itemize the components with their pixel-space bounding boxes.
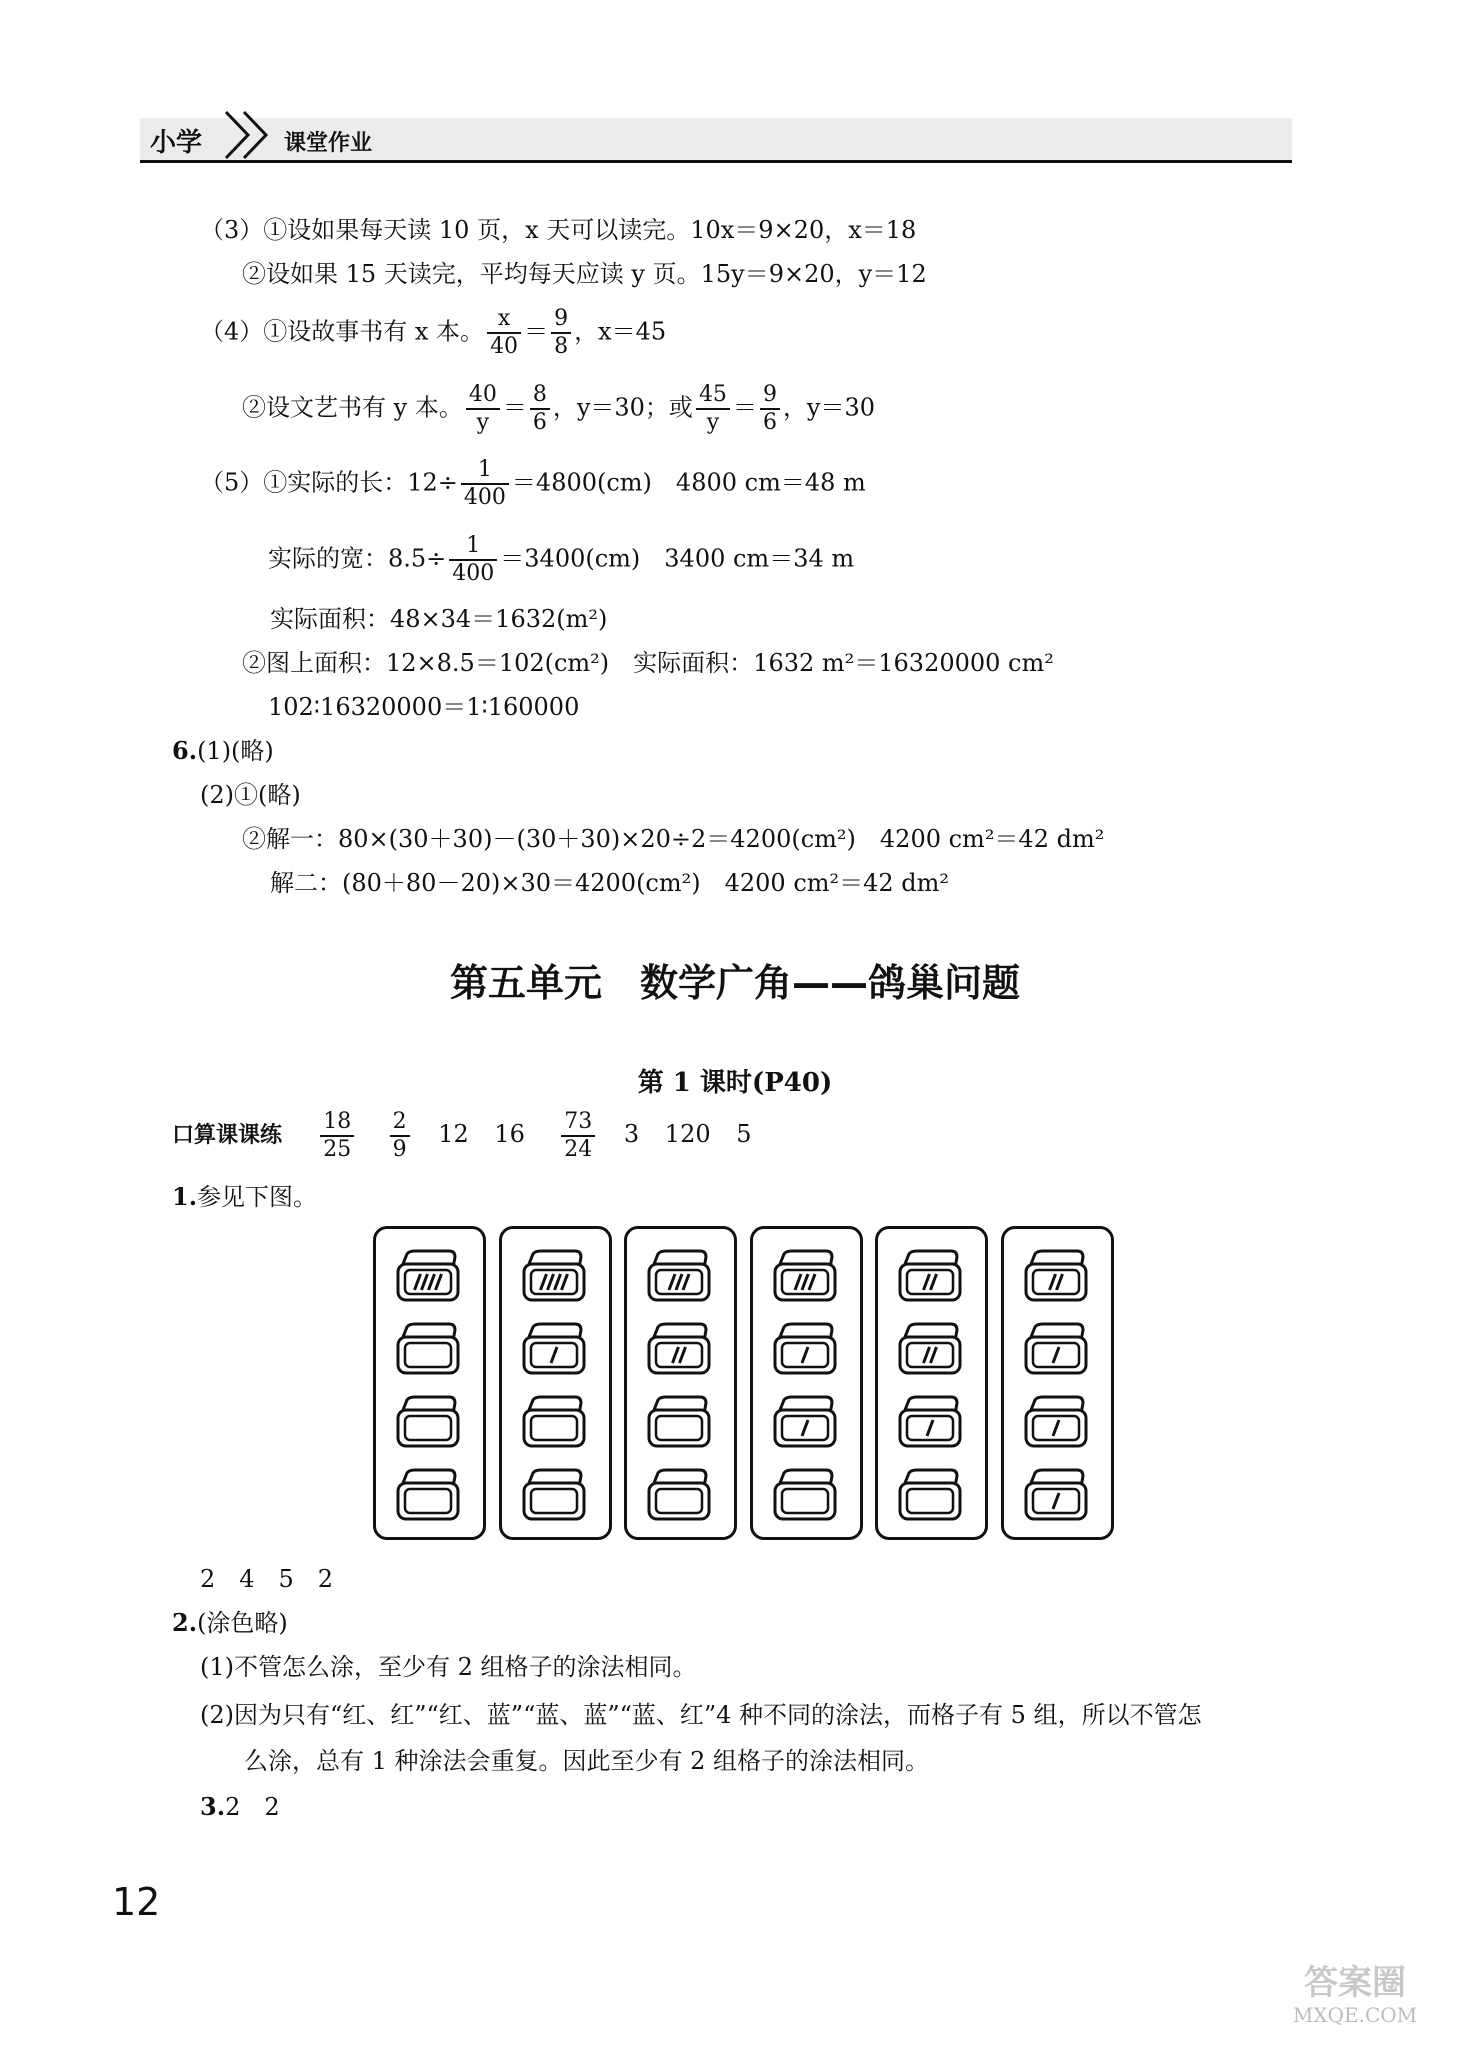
answer-line-5c: 实际面积：48×34＝1632(m²) (270, 605, 608, 633)
q1-answers: 2 4 5 2 (200, 1565, 334, 1593)
unit-title: 第五单元 数学广角——鸽巢问题 (449, 961, 1020, 1005)
fraction: $\frac{18}{25}$ (320, 1109, 354, 1163)
pencil-box-icon (519, 1248, 589, 1306)
answer-line-3a: （3）①设如果每天读 10 页，x 天可以读完。10x＝9×20，x＝18 (200, 216, 917, 244)
fraction: $\frac{1}{400}$ (461, 457, 509, 511)
header-level: 小学 (150, 128, 203, 158)
answer-line-3b: ②设如果 15 天读完，平均每天应读 y 页。15y＝9×20，y＝12 (242, 260, 927, 288)
answer-line-5e: 102∶16320000＝1∶160000 (268, 693, 580, 721)
pencil-box-icon (393, 1394, 463, 1452)
fraction: $\frac{73}{24}$ (561, 1109, 595, 1163)
q2-part2b: 么涂，总有 1 种涂法会重复。因此至少有 2 组格子的涂法相同。 (244, 1747, 930, 1775)
fraction: $\frac{9}{8}$ (551, 306, 571, 360)
oral-practice-row: 口算课课练 $\frac{18}{25}$ $\frac{2}{9}$ 12 16 $\frac{73}{24}$ 3 120 5 (172, 1108, 752, 1162)
pencil-box-icon (519, 1394, 589, 1452)
q2-head: 2.(涂色略) (172, 1608, 288, 1637)
header-series: 课堂作业 (284, 131, 373, 156)
pencil-box-icon (895, 1248, 965, 1306)
pencil-box-icon (644, 1248, 714, 1306)
pencil-box-icon (644, 1467, 714, 1525)
pencil-box-icon (770, 1394, 840, 1452)
fraction: $\frac{8}{6}$ (530, 382, 550, 436)
pencil-box-icon (1021, 1248, 1091, 1306)
q2-part1: (1)不管怎么涂，至少有 2 组格子的涂法相同。 (200, 1653, 697, 1681)
watermark-logo: 答案圈 (1304, 1963, 1406, 2003)
answer-line-4a: （4）①设故事书有 x 本。 $\frac{x}{40}$ ＝ $\frac{9}{8}$ ，x＝45 (200, 306, 667, 359)
pencil-box-icon (895, 1321, 965, 1379)
pencil-box-icon (519, 1321, 589, 1379)
pencil-box-icon (1021, 1394, 1091, 1452)
pencil-box-icon (895, 1467, 965, 1525)
answer-line-6b: (2)①(略) (200, 781, 301, 809)
pencil-box-icon (770, 1248, 840, 1306)
q1-line: 1.参见下图。 (172, 1182, 318, 1211)
answer-line-6a: 6.(1)(略) (172, 736, 274, 765)
pencil-box-icon (1021, 1321, 1091, 1379)
answer-line-5b: 实际的宽：8.5÷ $\frac{1}{400}$ ＝3400(cm) 3400 cm＝34 m (268, 533, 855, 586)
pencil-box-icon (519, 1467, 589, 1525)
answer-line-6c: ②解一：80×(30＋30)－(30＋30)×20÷2＝4200(cm²) 4200 cm²＝42 dm² (242, 825, 1105, 853)
pencil-box-icon (393, 1321, 463, 1379)
pencil-box-icon (895, 1394, 965, 1452)
fraction: $\frac{2}{9}$ (390, 1109, 410, 1163)
fraction: $\frac{40}{y}$ (466, 382, 500, 436)
pencil-box-icon (1021, 1467, 1091, 1525)
chevron-double-icon (222, 108, 278, 162)
answer-line-5a: （5）①实际的长：12÷ $\frac{1}{400}$ ＝4800(cm) 4800 cm＝48 m (200, 457, 866, 510)
pencil-box-icon (770, 1467, 840, 1525)
lesson-title: 第 1 课时(P40) (637, 1068, 833, 1098)
pencil-box-icon (644, 1321, 714, 1379)
pencil-box-icon (393, 1467, 463, 1525)
pencil-box-icon (770, 1321, 840, 1379)
page-number: 12 (112, 1880, 161, 1924)
q2-part2a: (2)因为只有“红、红”“红、蓝”“蓝、蓝”“蓝、红”4 种不同的涂法，而格子有 5 组，所以不管怎 (200, 1701, 1202, 1729)
pencil-box-icon (393, 1248, 463, 1306)
fraction: $\frac{45}{y}$ (696, 382, 730, 436)
fraction: $\frac{1}{400}$ (449, 533, 497, 587)
fraction: $\frac{x}{40}$ (487, 306, 521, 360)
answer-line-5d: ②图上面积：12×8.5＝102(cm²) 实际面积：1632 m²＝16320000 cm² (242, 649, 1054, 677)
watermark (1260, 1963, 1450, 2035)
pencil-box-icon (644, 1394, 714, 1452)
answer-line-6d: 解二：(80＋80－20)×30＝4200(cm²) 4200 cm²＝42 dm² (270, 869, 950, 897)
header-rule (140, 160, 1292, 163)
watermark-url: MXQE.COM (1292, 2003, 1418, 2027)
answer-line-4b: ②设文艺书有 y 本。 $\frac{40}{y}$ ＝ $\frac{8}{6}$ ，y＝30；或 $\frac{45}{y}$ ＝ $\frac{9}{6}$ ，y＝30 (242, 382, 876, 435)
fraction: $\frac{9}{6}$ (760, 382, 780, 436)
q3-line: 3.2 2 (200, 1792, 280, 1821)
